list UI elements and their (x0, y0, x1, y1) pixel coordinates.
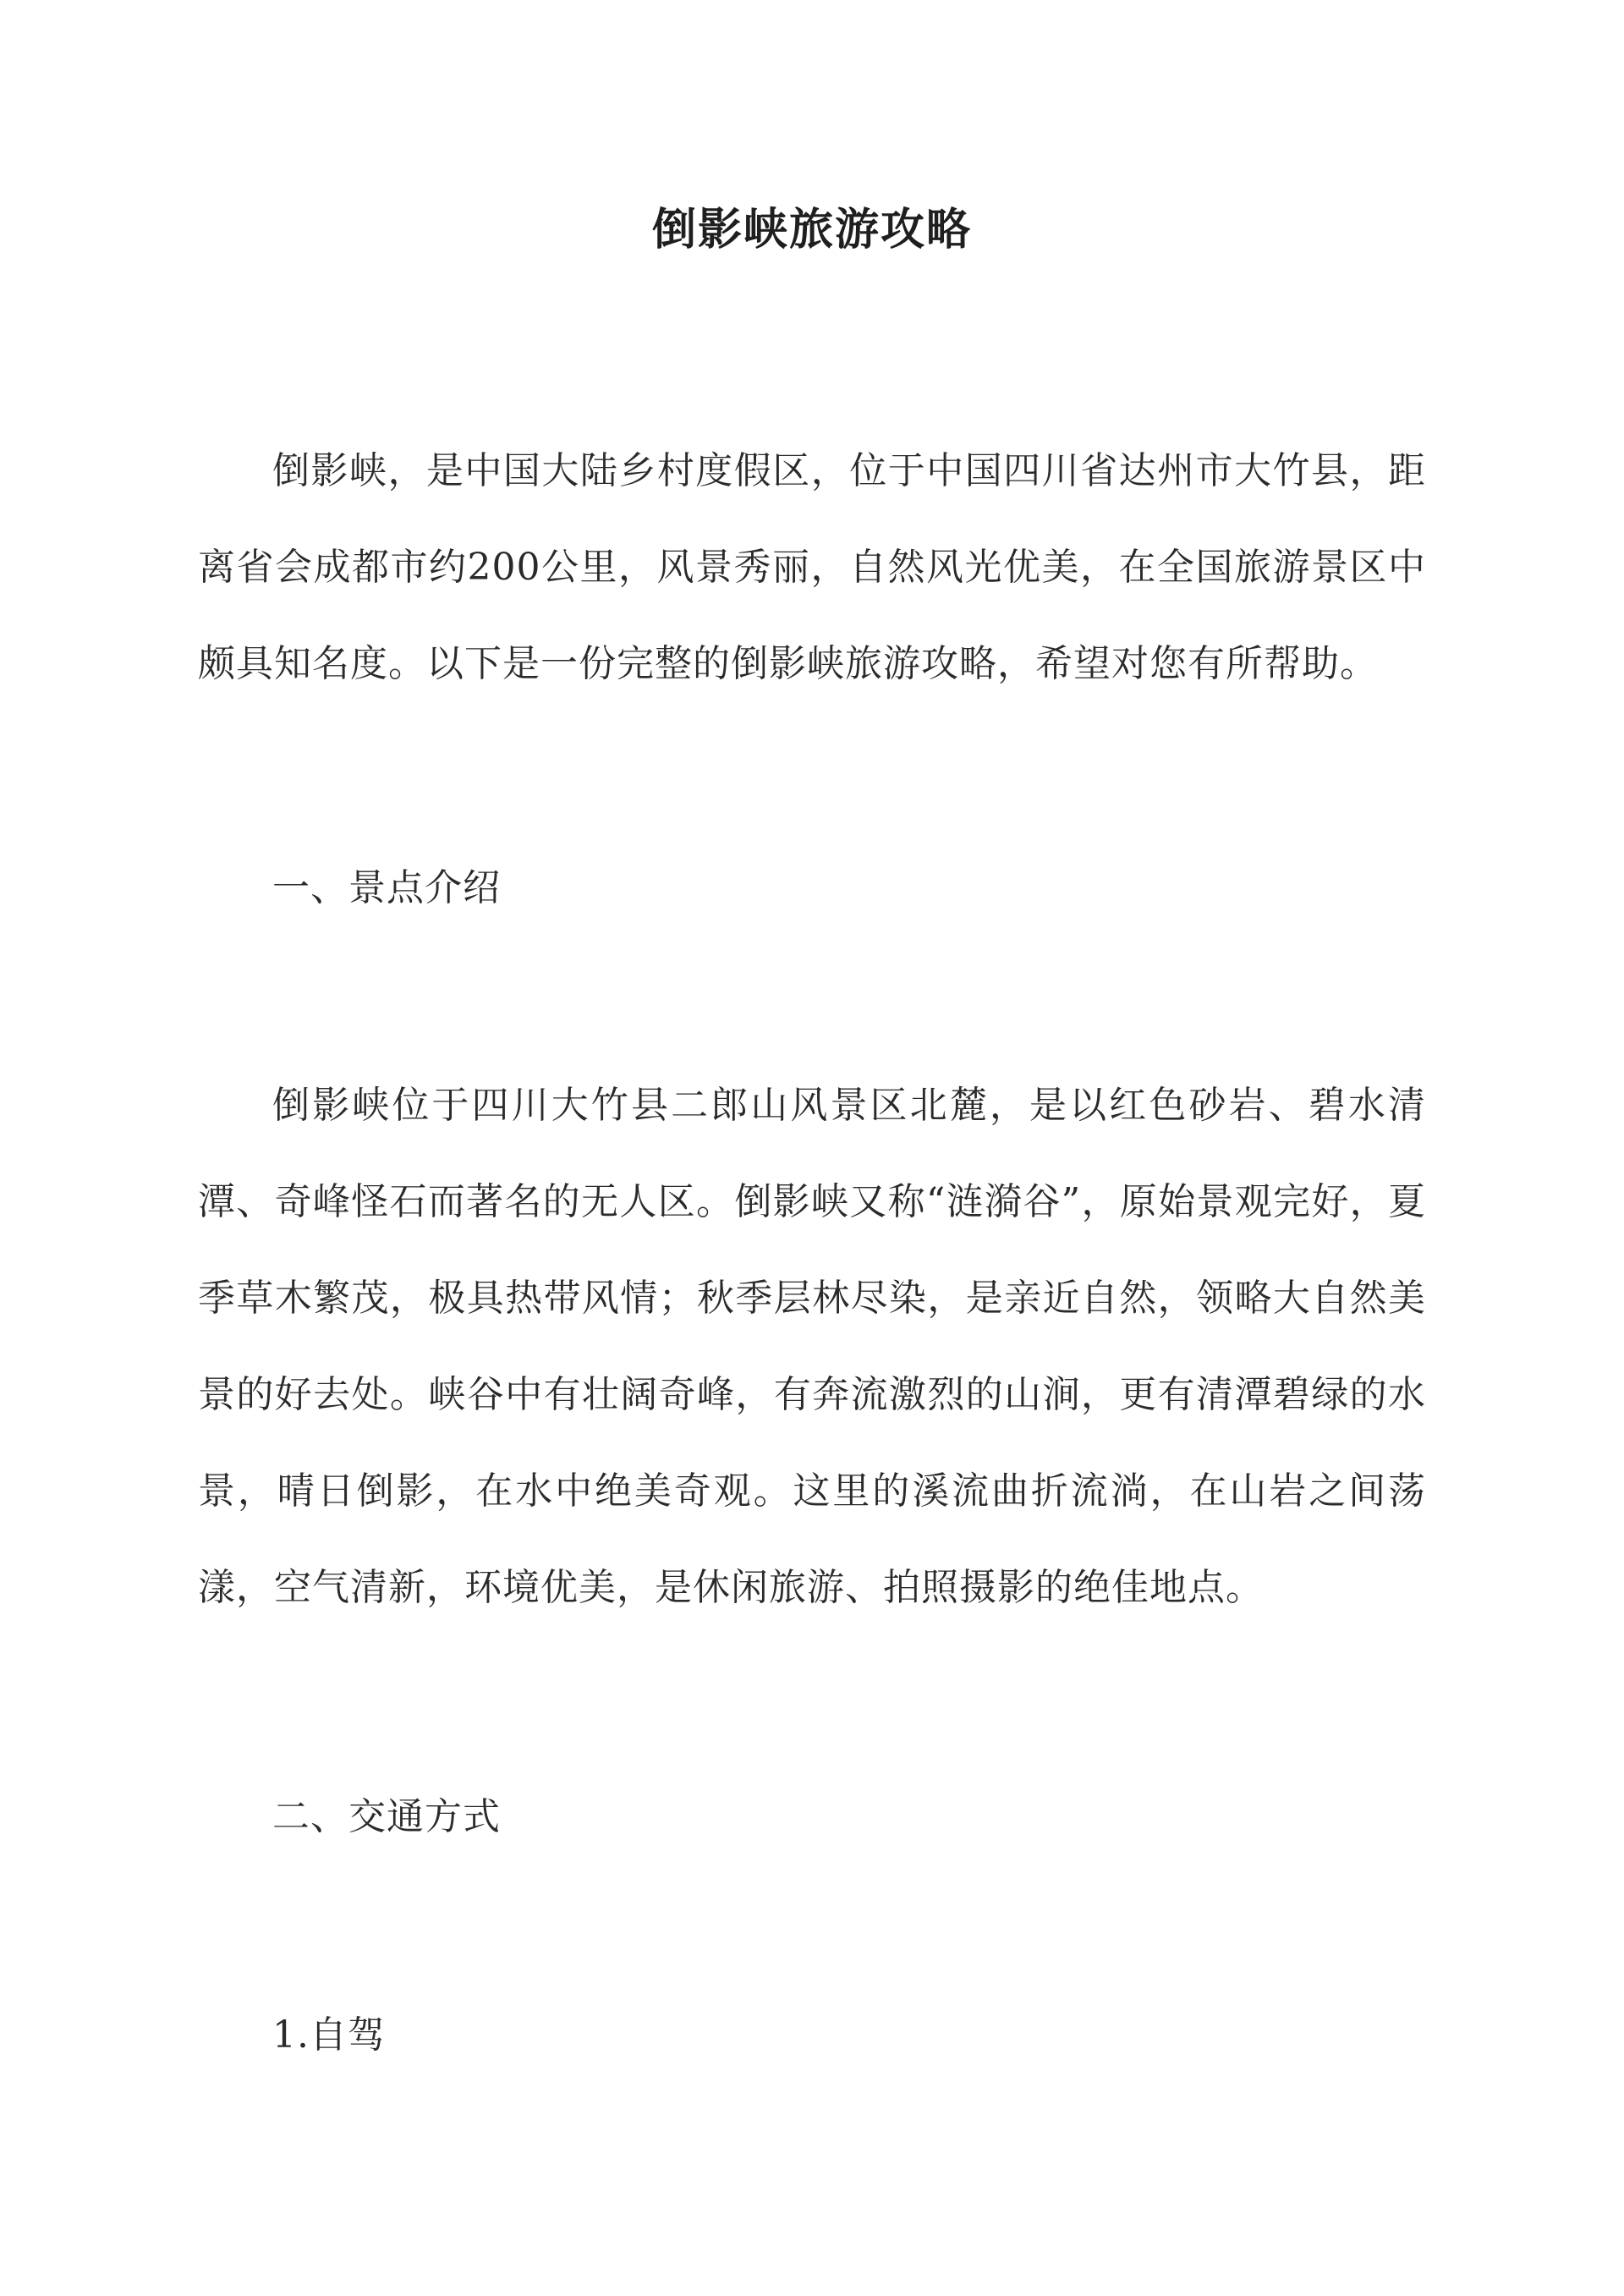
subsection-heading-self-drive: 1.自驾 (272, 2013, 386, 2057)
document-title: 倒影峡旅游攻略 (651, 204, 972, 255)
attractions-paragraph: 倒影峡位于四川大竹县二郎山风景区北麓，是以红色砂岩、碧水清潭、奇峰怪石而著名的无人区。倒影峡又称“涟漪谷”，原始景观完好，夏季草木繁茂，极具热带风情；秋季层林尽染，是亲近自然，领略大自然美景的好去处。峡谷中有壮阔奇峰，有奔流激烈的山涧，更有清潭碧绿的水景，晴日倒影，在水中绝美奇观。这里的溪流曲折流淌，在山岩之间荡漾，空气清新，环境优美，是休闲旅游、拍照摄影的绝佳地点。 (198, 1084, 1426, 1609)
intro-paragraph: 倒影峡，是中国大陆乡村度假区，位于中国四川省达州市大竹县，距离省会成都市约200公里，风景秀丽，自然风光优美，在全国旅游景区中颇具知名度。以下是一份完整的倒影峡旅游攻略，希望对您有所帮助。 (198, 449, 1426, 685)
section-heading-attractions: 一、景点介绍 (272, 866, 501, 909)
section-heading-transport: 二、交通方式 (272, 1795, 501, 1838)
